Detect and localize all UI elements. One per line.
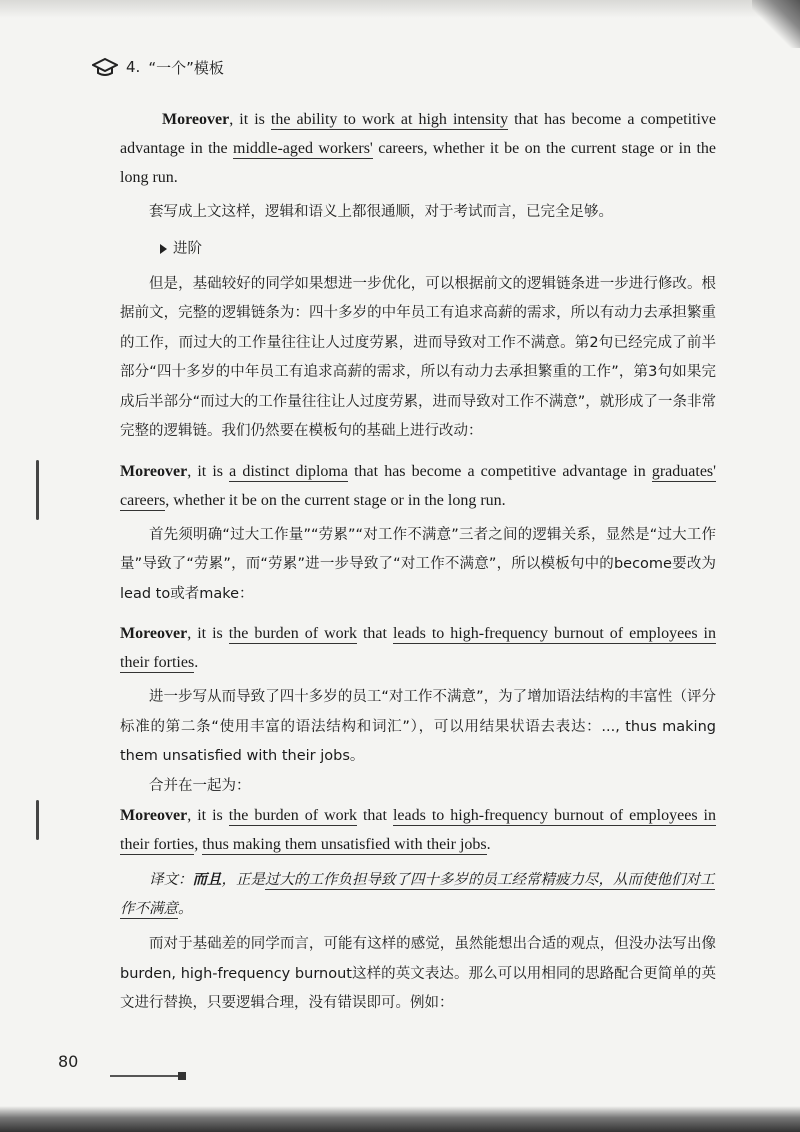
underlined-phrase: the burden of work <box>228 625 357 642</box>
text-run: . <box>486 836 491 853</box>
underlined-phrase: 过大的工作负担导致了四十多岁的员工经常精疲力尽，从而使他们对工作不满意 <box>120 872 715 917</box>
text-run: 。 <box>178 901 193 917</box>
text-run: that has become a competitive advantage in <box>347 462 652 480</box>
scan-corner-shadow <box>752 0 800 48</box>
footer-rule <box>110 1075 180 1077</box>
underlined-phrase: a distinct diploma <box>229 462 348 480</box>
footer-marker <box>178 1072 186 1080</box>
keyword: Moreover <box>162 111 230 128</box>
advance-heading <box>160 234 716 264</box>
text-run: , whether it be on the current stage or in the long run. <box>165 491 506 509</box>
paragraph-simpler-english: 而对于基础差的同学而言，可能有这样的感觉，虽然能想出合适的观点，但没办法写出像burden, high-frequency burnout这样的英文表达。那么可以用相同的思路配合更简单的英文进行替换，只要逻辑合理，没有错误即可。例如： <box>120 936 716 1011</box>
text-run: careers, whether it be on the current stage or in the long run. <box>120 140 717 186</box>
page-number: 80 <box>58 1052 79 1071</box>
section-number: 4. <box>126 58 141 76</box>
underlined-phrase: the ability to work at high intensity <box>270 111 509 128</box>
paragraph-logic-chain: 但是，基础较好的同学如果想进一步优化，可以根据前文的逻辑链条进一步进行修改。根据前文，完整的逻辑链条为：四十多岁的中年员工有追求高薪的需求，所以有动力去承担繁重的工作，而过大的工作量往往让人过度劳累，进而导致对工作不满意。第2句已经完成了前半部分“四十多岁的中年员工有追求高薪的需求，所以有动力去承担繁重的工作”，第3句如果完成后半部分“而过大的工作量往往让人过度劳累，进而导致对工作不满意”，就形成了一条非常完整的逻辑链。我们仍然要在模板句的基础上进行改动： <box>120 275 716 439</box>
keyword: Moreover <box>120 807 188 824</box>
underlined-phrase: middle-aged workers' <box>233 140 373 157</box>
keyword: 而且 <box>192 871 222 888</box>
underlined-phrase: the burden of work <box>228 807 357 824</box>
text-run: , it is <box>187 462 230 480</box>
paragraph-combine: 合并在一起为： <box>149 777 251 794</box>
text-run: that has become a competitive advantage in the <box>120 111 716 157</box>
keyword: Moreover <box>120 625 188 642</box>
final-sentence <box>120 801 716 859</box>
text-run: , <box>194 836 203 853</box>
triangle-bullet-icon <box>160 244 167 254</box>
page-body <box>120 105 716 1019</box>
text-run: , it is <box>229 111 271 128</box>
underlined-phrase: leads to high-frequency burnout of employees in their forties <box>120 625 716 671</box>
text-run: that <box>356 807 393 824</box>
text-run: , it is <box>187 625 229 642</box>
margin-mark <box>36 800 39 840</box>
graduation-cap-icon <box>92 57 118 77</box>
underlined-phrase: thus making them unsatisfied with their jobs <box>202 836 487 853</box>
section-title: “一个”模板 <box>148 58 224 77</box>
translation <box>120 865 716 924</box>
underlined-phrase: leads to high-frequency burnout of employees in their forties <box>120 807 716 853</box>
scan-shadow-top <box>0 0 800 18</box>
revised-sentence <box>120 619 716 677</box>
scan-shadow-bottom <box>0 1106 800 1132</box>
text-run: that <box>356 625 393 642</box>
paragraph-relation: 首先须明确“过大工作量”“劳累”“对工作不满意”三者之间的逻辑关系，显然是“过大工作量”导致了“劳累”，而“劳累”进一步导致了“对工作不满意”，所以模板句中的become要改为lead to或者make： <box>120 526 716 602</box>
margin-mark <box>36 460 39 520</box>
keyword: Moreover <box>120 462 188 480</box>
template-sentence <box>120 457 716 515</box>
chapter-header <box>92 52 224 82</box>
paragraph-conclusion: 套写成上文这样，逻辑和语义上都很通顺，对于考试而言，已完全足够。 <box>149 204 613 220</box>
paragraph-result-adverbial: 进一步写从而导致了四十多岁的员工“对工作不满意”，为了增加语法结构的丰富性（评分标准的第二条“使用丰富的语法结构和词汇”），可以用结果状语去表达：..., thus making them unsatisfied with their jobs。 <box>120 689 716 764</box>
example-sentence-1 <box>120 105 716 192</box>
advance-label: 进阶 <box>173 240 202 257</box>
text-run: . <box>194 654 199 671</box>
underlined-phrase: graduates' careers <box>120 462 717 509</box>
text-run: , it is <box>187 807 229 824</box>
text-run: ，正是 <box>221 872 265 888</box>
translation-label: 译文： <box>149 872 193 888</box>
